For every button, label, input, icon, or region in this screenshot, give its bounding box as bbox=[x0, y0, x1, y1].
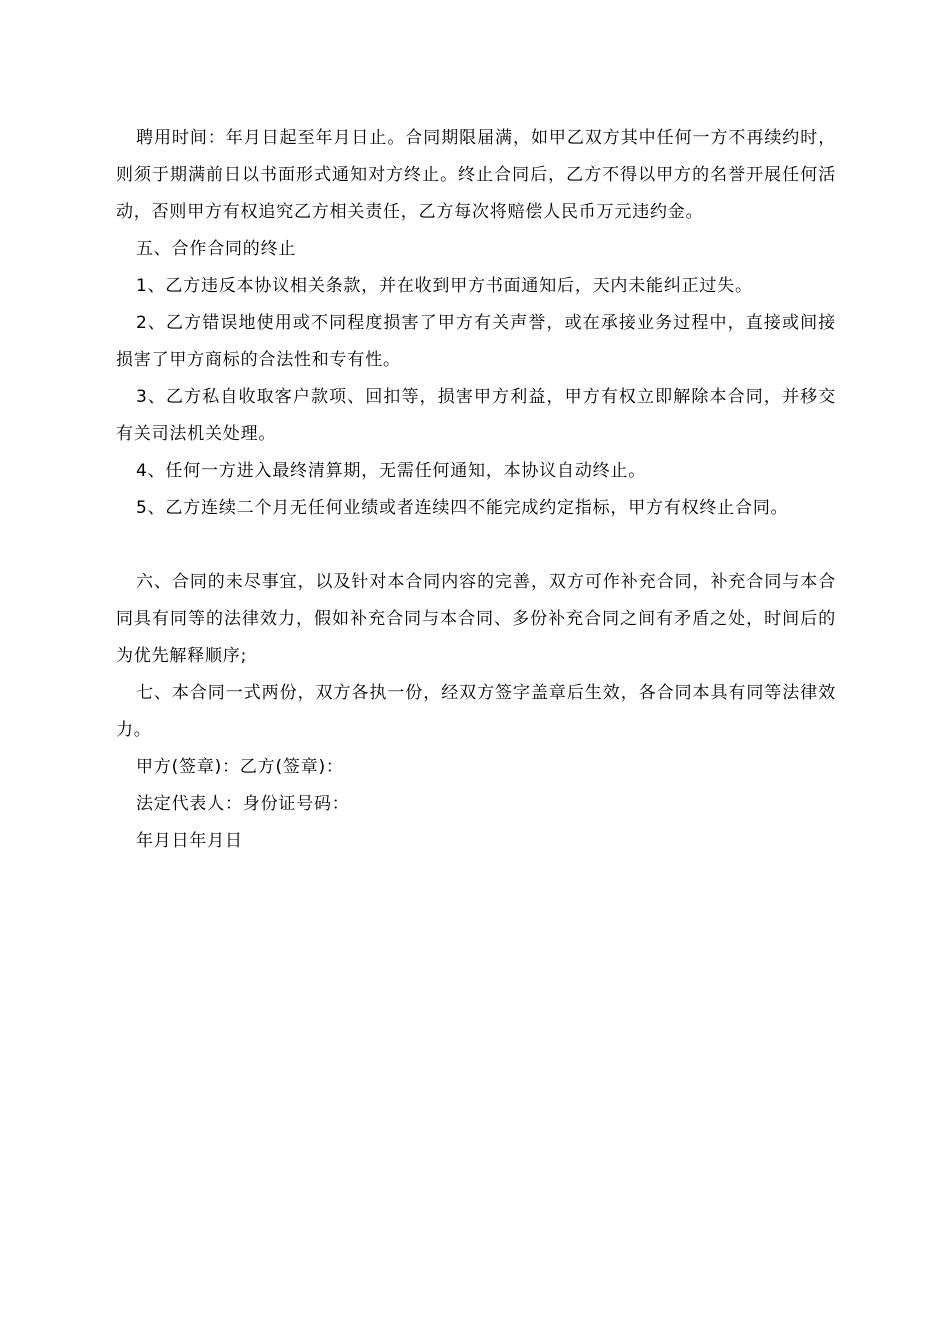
termination-clause-4: 4、任何一方进入最终清算期，无需任何通知，本协议自动终止。 bbox=[136, 461, 647, 481]
date-line: 年月日年月日 bbox=[136, 831, 243, 851]
section-seven-copies: 七、本合同一式两份，双方各执一份，经双方签字盖章后生效，各合同本具有同等法律效力。 bbox=[116, 683, 836, 740]
termination-clause-2: 2、乙方错误地使用或不同程度损害了甲方有关声誉，或在承接业务过程中，直接或间接损害了甲方商标的合法性和专有性。 bbox=[116, 313, 836, 370]
termination-clause-5: 5、乙方连续二个月无任何业绩或者连续四不能完成约定指标，甲方有权终止合同。 bbox=[136, 498, 789, 518]
termination-clause-3: 3、乙方私自收取客户款项、回扣等，损害甲方利益，甲方有权立即解除本合同，并移交有关司法机关处理。 bbox=[116, 387, 836, 444]
paragraph-spacer bbox=[116, 527, 836, 564]
document-body bbox=[116, 120, 836, 860]
section-six-supplementary: 六、合同的未尽事宜，以及针对本合同内容的完善，双方可作补充合同，补充合同与本合同具有同等的法律效力，假如补充合同与本合同、多份补充合同之间有矛盾之处，时间后的为优先解释顺序; bbox=[116, 572, 836, 666]
section-heading-termination: 五、合作合同的终止 bbox=[136, 239, 297, 259]
legal-representative-line: 法定代表人：身份证号码： bbox=[136, 794, 350, 814]
signature-parties-line: 甲方(签章)：乙方(签章)： bbox=[136, 757, 344, 777]
termination-clause-1: 1、乙方违反本协议相关条款，并在收到甲方书面通知后，天内未能纠正过失。 bbox=[136, 276, 753, 296]
paragraph-employment-period: 聘用时间：年月日起至年月日止。合同期限届满，如甲乙双方其中任何一方不再续约时，则须于期满前日以书面形式通知对方终止。终止合同后，乙方不得以甲方的名誉开展任何活动，否则甲方有权追究乙方相关责任，乙方每次将赔偿人民币万元违约金。 bbox=[116, 128, 836, 222]
